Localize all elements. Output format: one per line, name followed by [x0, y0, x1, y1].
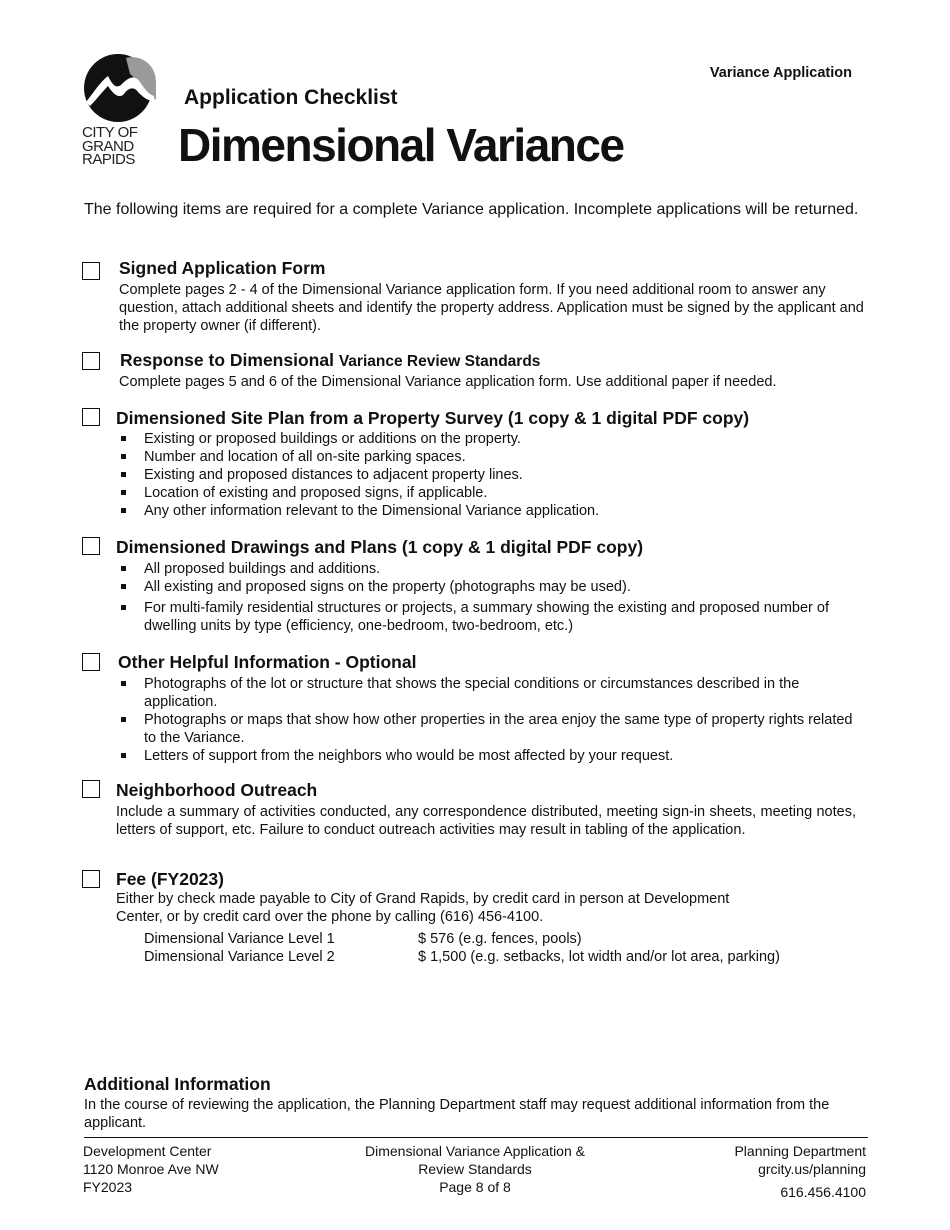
footer-line: Review Standards	[418, 1161, 532, 1177]
list-item: Any other information relevant to the Dimensional Variance application.	[118, 502, 863, 520]
fee-line-1: Either by check made payable to City of Grand Rapids, by credit card in person at Development	[116, 891, 730, 907]
fee-title: Fee (FY2023)	[116, 869, 224, 889]
footer-line: 1120 Monroe Ave NW	[83, 1161, 219, 1177]
outreach-title: Neighborhood Outreach	[116, 780, 318, 800]
review-standards-body: Complete pages 5 and 6 of the Dimensional Variance application form. Use additional paper if needed.	[119, 374, 777, 390]
list-item: Location of existing and proposed signs, if applicable.	[118, 484, 863, 502]
list-item: All proposed buildings and additions.	[118, 560, 863, 578]
drawings-checkbox[interactable]	[82, 537, 100, 555]
signed-form-title: Signed Application Form	[119, 258, 326, 278]
additional-info-body: In the course of reviewing the application, the Planning Department staff may request additional information from the applicant.	[84, 1097, 830, 1131]
footer-line: 616.456.4100	[780, 1184, 866, 1200]
outreach-checkbox[interactable]	[82, 780, 100, 798]
footer-line: FY2023	[83, 1179, 133, 1195]
logo-line: GRAND	[82, 137, 134, 155]
list-item: Photographs or maps that show how other properties in the area enjoy the same type of property rights related to the Variance.	[118, 711, 863, 747]
other-info-list	[118, 675, 863, 765]
footer-line: grcity.us/planning	[758, 1161, 866, 1177]
list-item: Letters of support from the neighbors who would be most affected by your request.	[118, 747, 863, 765]
other-info-checkbox[interactable]	[82, 653, 100, 671]
footer-right	[734, 1142, 866, 1201]
footer-divider	[84, 1137, 868, 1138]
other-info-title: Other Helpful Information - Optional	[118, 652, 417, 672]
list-item: Photographs of the lot or structure that shows the special conditions or circumstances described in the application.	[118, 675, 863, 711]
fee-row-label: Dimensional Variance Level 2	[144, 949, 335, 965]
fee-checkbox[interactable]	[82, 870, 100, 888]
footer-line: Development Center	[83, 1143, 212, 1159]
page-title: Dimensional Variance	[178, 119, 624, 171]
review-standards-title-b: Variance Review Standards	[338, 353, 541, 370]
city-logo-mark	[82, 52, 158, 124]
site-plan-title: Dimensioned Site Plan from a Property Survey (1 copy & 1 digital PDF copy)	[116, 408, 750, 428]
list-item: Existing or proposed buildings or additions on the property.	[118, 430, 863, 448]
drawings-list	[118, 560, 863, 635]
additional-info-title: Additional Information	[84, 1074, 271, 1094]
list-item: For multi-family residential structures or projects, a summary showing the existing and proposed number of dwelling units by type (efficiency, one-bedroom, two-bedroom, etc.)	[118, 599, 863, 635]
fee-row-amount: $ 576 (e.g. fences, pools)	[418, 931, 582, 947]
review-standards-title-a: Response to Dimensional	[120, 350, 334, 370]
intro-text: The following items are required for a complete Variance application. Incomplete applications will be returned.	[84, 201, 859, 218]
signed-form-checkbox[interactable]	[82, 262, 100, 280]
list-item: Existing and proposed distances to adjacent property lines.	[118, 466, 863, 484]
site-plan-checkbox[interactable]	[82, 408, 100, 426]
fee-line-2: Center, or by credit card over the phone by calling (616) 456-4100.	[116, 909, 544, 925]
footer-left	[83, 1142, 219, 1196]
city-logo	[82, 52, 158, 170]
fee-row-amount: $ 1,500 (e.g. setbacks, lot width and/or lot area, parking)	[418, 949, 780, 965]
list-item: All existing and proposed signs on the property (photographs may be used).	[118, 578, 863, 596]
list-item: Number and location of all on-site parking spaces.	[118, 448, 863, 466]
footer-line: Planning Department	[734, 1143, 866, 1159]
review-standards-checkbox[interactable]	[82, 352, 100, 370]
signed-form-body: Complete pages 2 - 4 of the Dimensional Variance application form. If you need additional room to answer any question, attach additional sheets and identify the property address. Application must be signed by the applicant and the property owner (if different).	[119, 282, 864, 334]
logo-line: CITY OF	[82, 124, 138, 141]
site-plan-list	[118, 430, 863, 520]
checklist-title: Application Checklist	[184, 86, 398, 109]
drawings-title: Dimensioned Drawings and Plans (1 copy & 1 digital PDF copy)	[116, 537, 644, 557]
logo-line: RAPIDS	[82, 151, 135, 168]
footer-center	[335, 1142, 615, 1196]
outreach-body: Include a summary of activities conducted, any correspondence distributed, meeting sign-in sheets, meeting notes, letters of support, etc. Failure to conduct outreach activities may result in tabling of the application.	[116, 804, 856, 838]
footer-line: Dimensional Variance Application &	[365, 1143, 585, 1159]
page-number: Page 8 of 8	[439, 1179, 511, 1195]
fee-row-label: Dimensional Variance Level 1	[144, 931, 335, 947]
review-standards-title	[120, 350, 540, 371]
document-label: Variance Application	[709, 65, 852, 81]
